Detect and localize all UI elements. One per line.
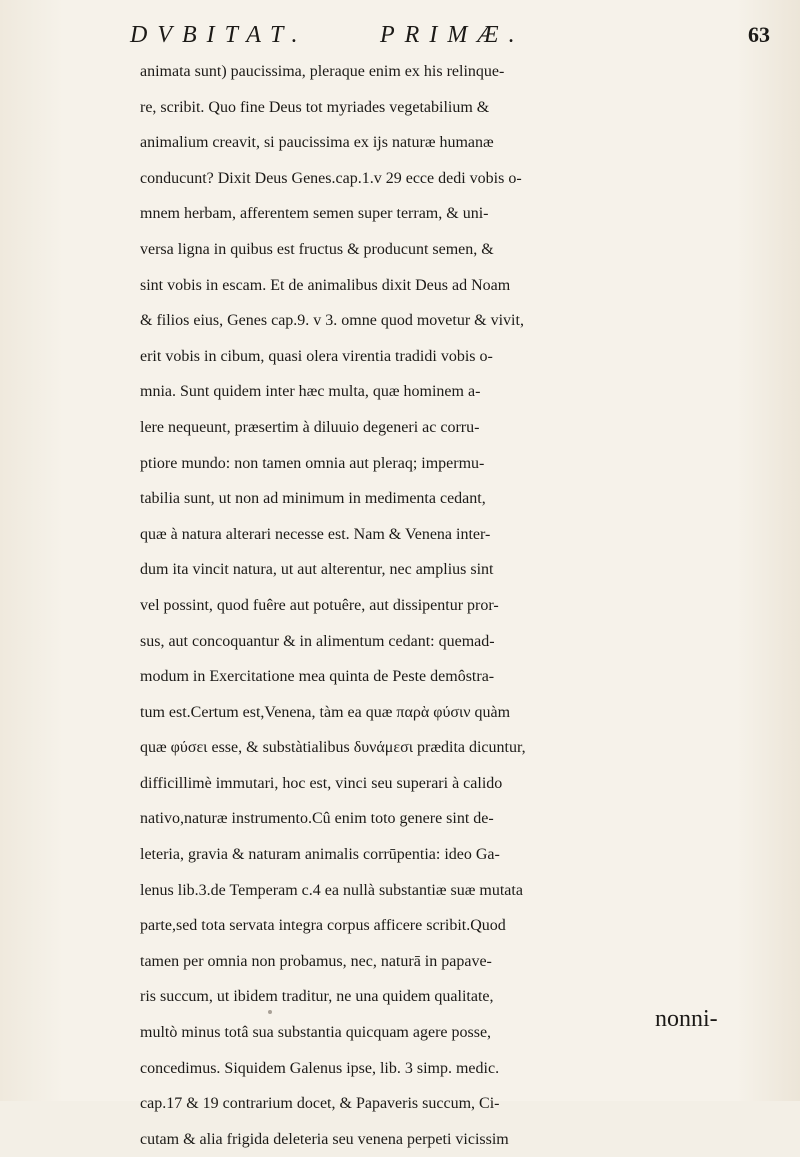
text-line: lere nequeunt, præsertim à diluuio degeneri ac corru- <box>140 418 480 436</box>
text-line: erit vobis in cibum, quasi olera virentia tradidi vobis o- <box>140 347 493 365</box>
text-line: & filios eius, Genes cap.9. v 3. omne quod movetur & vivit, <box>140 312 524 330</box>
text-line: concedimus. Siquidem Galenus ipse, lib. 3 simp. medic. <box>140 1059 500 1077</box>
running-head <box>130 22 770 56</box>
text-line: lenus lib.3.de Temperam c.4 ea nullà substantiæ suæ mutata <box>140 881 523 899</box>
text-line: nativo,naturæ instrumento.Cû enim toto genere sint de- <box>140 810 494 828</box>
text-line: animata sunt) paucissima, pleraque enim ex his relinque- <box>140 63 505 80</box>
text-line: ris succum, ut ibidem traditur, ne una quidem qualitate, <box>140 988 494 1006</box>
text-line: tabilia sunt, ut non ad minimum in medimenta cedant, <box>140 490 486 508</box>
text-line: sint vobis in escam. Et de animalibus dixit Deus ad Noam <box>140 276 511 294</box>
text-line: sus, aut concoquantur & in alimentum cedant: quemad- <box>140 632 495 650</box>
text-line: versa ligna in quibus est fructus & producunt semen, & <box>140 240 494 258</box>
running-head-left: DVBITAT. <box>130 22 308 48</box>
text-line: parte,sed tota servata integra corpus afficere scribit.Quod <box>140 917 506 935</box>
text-line: mnem herbam, afferentem semen super terram, & uni- <box>140 205 489 223</box>
text-line: tamen per omnia non probamus, nec, naturā in papave- <box>140 952 492 970</box>
page-number: 63 <box>748 22 770 47</box>
text-line: cap.17 & 19 contrarium docet, & Papaveris succum, Ci- <box>140 1095 500 1113</box>
catchword: nonni- <box>655 1006 718 1032</box>
text-line: re, scribit. Quo fine Deus tot myriades vegetabilium & <box>140 98 490 116</box>
text-line: cutam & alia frigida deleteria seu venena perpeti vicissim <box>140 1130 509 1148</box>
ink-spot <box>268 1010 272 1014</box>
text-line: mnia. Sunt quidem inter hæc multa, quæ hominem a- <box>140 383 481 401</box>
text-line: animalium creavit, si paucissima ex ijs naturæ humanæ <box>140 134 494 152</box>
text-line: tum est.Certum est,Venena, tàm ea quæ παρὰ φύσιν quàm <box>140 703 511 721</box>
body-text <box>140 54 780 1157</box>
text-line: conducunt? Dixit Deus Genes.cap.1.v 29 ecce dedi vobis o- <box>140 169 522 187</box>
text-line: leteria, gravia & naturam animalis corrūpentia: ideo Ga- <box>140 846 500 864</box>
text-line: multò minus totâ sua substantia quicquam agere posse, <box>140 1024 492 1042</box>
text-line: quæ à natura alterari necesse est. Nam & Venena inter- <box>140 525 491 543</box>
text-line: ptiore mundo: non tamen omnia aut pleraq; impermu- <box>140 454 485 472</box>
text-line: vel possint, quod fuêre aut potuêre, aut dissipentur pror- <box>140 596 499 614</box>
text-line: difficillimè immutari, hoc est, vinci seu superari à calido <box>140 774 503 792</box>
text-line: quæ φύσει esse, & substàtialibus δυνάμεσι prædita dicuntur, <box>140 739 526 757</box>
text-line: modum in Exercitatione mea quinta de Peste demôstra- <box>140 668 495 686</box>
running-head-right: PRIMÆ. <box>380 22 525 48</box>
text-line: dum ita vincit natura, ut aut alterentur, nec amplius sint <box>140 561 494 579</box>
